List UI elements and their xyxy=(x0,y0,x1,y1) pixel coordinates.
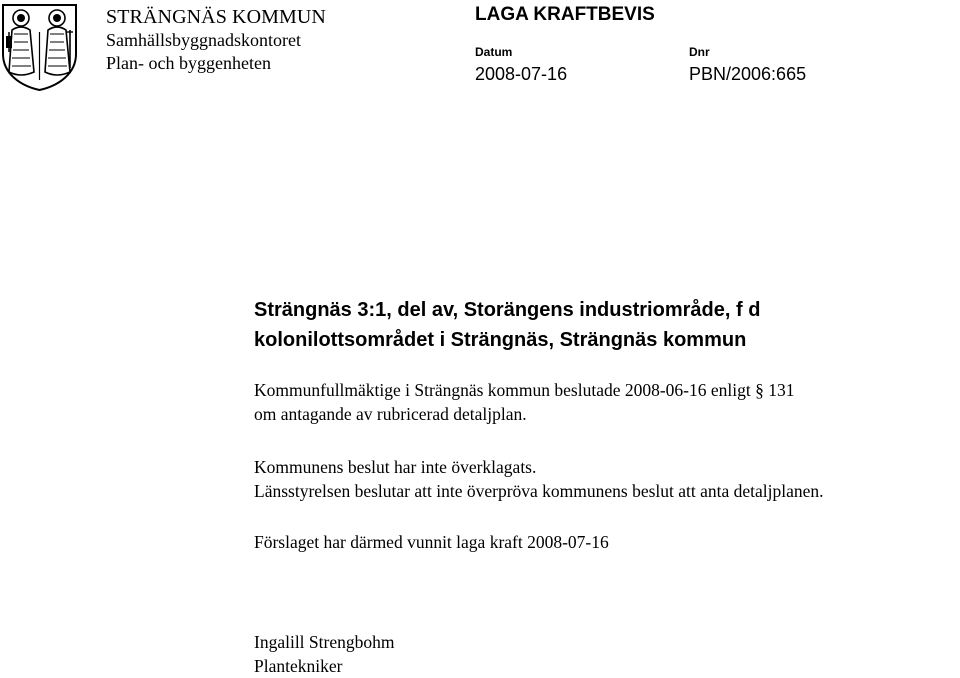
organization-name: STRÄNGNÄS KOMMUN xyxy=(106,6,326,28)
decision-line-1: Kommunfullmäktige i Strängnäs kommun beslutade 2008-06-16 enligt § 131 xyxy=(254,380,795,400)
document-subject-heading xyxy=(254,295,954,355)
unit-name: Plan- och byggenheten xyxy=(106,53,271,73)
appeal-line-2: Länsstyrelsen beslutar att inte överpröva kommunens beslut att anta detaljplanen. xyxy=(254,481,824,501)
legal-force-line: Förslaget har därmed vunnit laga kraft 2008-07-16 xyxy=(254,532,609,552)
subject-line-2: kolonilottsområdet i Strängnäs, Strängnäs kommun xyxy=(254,329,747,351)
coat-of-arms-logo xyxy=(0,2,79,92)
signature-block xyxy=(254,630,959,678)
date-label: Datum xyxy=(475,45,513,59)
decision-line-2: om antagande av rubricerad detaljplan. xyxy=(254,404,527,424)
legal-force-paragraph xyxy=(254,530,959,554)
date-value: 2008-07-16 xyxy=(475,64,568,84)
subject-line-1: Strängnäs 3:1, del av, Storängens industriområde, f d xyxy=(254,299,761,321)
department-name: Samhällsbyggnadskontoret xyxy=(106,30,301,50)
signatory-role: Plantekniker xyxy=(254,656,343,676)
dnr-label: Dnr xyxy=(689,45,710,59)
organization-block xyxy=(106,5,406,75)
appeal-paragraph xyxy=(254,455,959,503)
decision-paragraph xyxy=(254,378,959,426)
appeal-line-1: Kommunens beslut har inte överklagats. xyxy=(254,457,537,477)
signatory-name: Ingalill Strengbohm xyxy=(254,632,395,652)
dnr-value: PBN/2006:665 xyxy=(689,64,807,84)
document-type-title: LAGA KRAFTBEVIS xyxy=(475,4,655,25)
